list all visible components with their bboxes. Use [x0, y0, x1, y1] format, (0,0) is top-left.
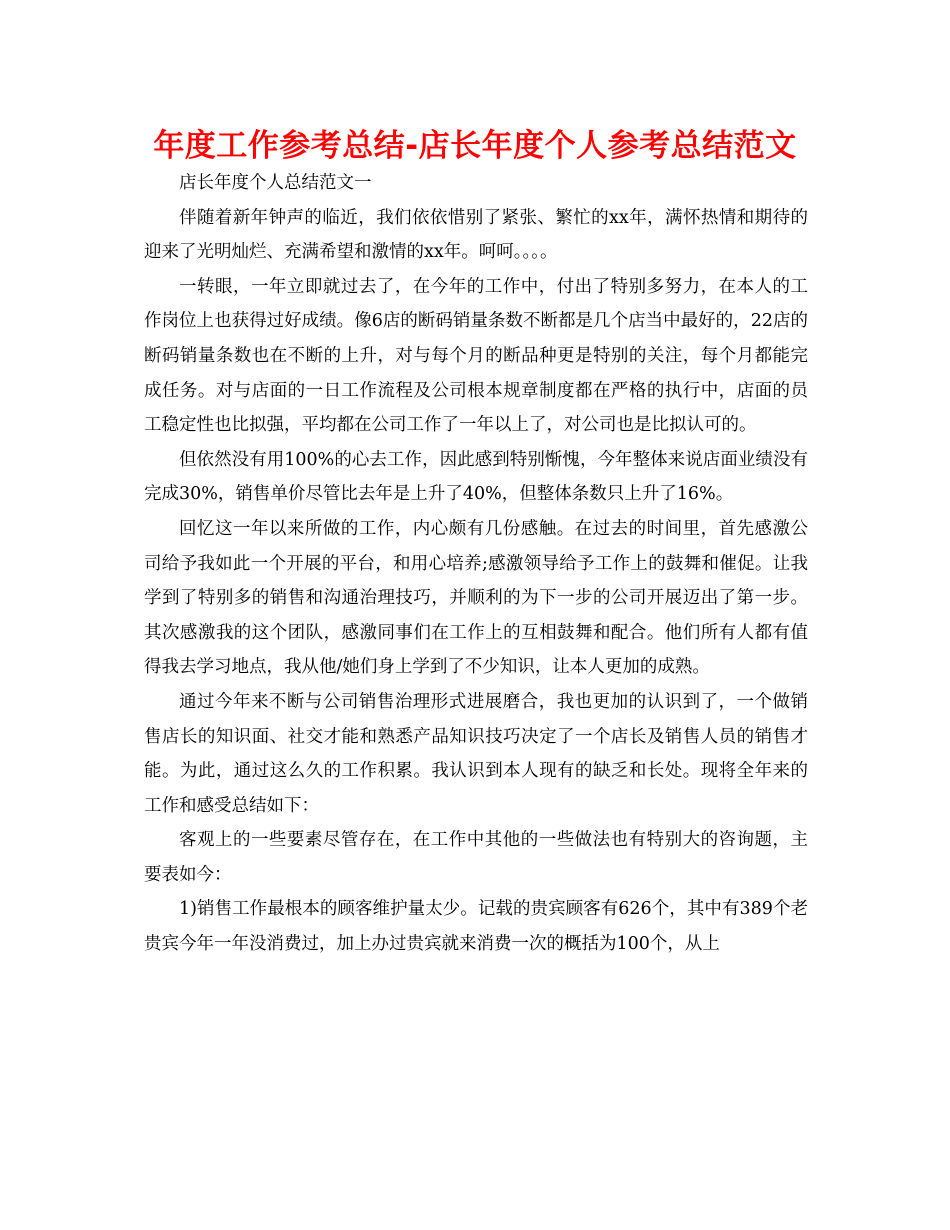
document-body	[144, 166, 808, 962]
paragraph: 但依然没有用100%的心去工作，因此感到特别惭愧，今年整体来说店面业绩没有完成30%，销售单价尽管比去年是上升了40%，但整体条数只上升了16%。	[144, 449, 808, 505]
paragraph: 客观上的一些要素尽管存在，在工作中其他的一些做法也有特别大的咨询题，主要表如今：	[144, 830, 808, 885]
document-title: 年度工作参考总结-店长年度个人参考总结范文	[153, 128, 797, 164]
paragraph: 通过今年来不断与公司销售治理形式进展磨合，我也更加的认识到了，一个做销售店长的知识面、社交才能和熟悉产品知识技巧决定了一个店长及销售人员的销售才能。为此，通过这么久的工作积累。我认识到本人现有的缺乏和长处。现将全年来的工作和感受总结如下：	[144, 691, 808, 816]
paragraph: 伴随着新年钟声的临近，我们依依惜别了紧张、繁忙的xx年，满怀热情和期待的迎来了光明灿烂、充满希望和激情的xx年。呵呵。。。。	[144, 207, 808, 263]
paragraph: 1)销售工作最根本的顾客维护量太少。记载的贵宾顾客有626个，其中有389个老贵宾今年一年没消费过，加上办过贵宾就来消费一次的概括为100个，从上	[144, 899, 808, 955]
paragraph: 店长年度个人总结范文一	[179, 173, 372, 193]
paragraph: 回忆这一年以来所做的工作，内心颇有几份感触。在过去的时间里，首先感激公司给予我如此一个开展的平台，和用心培养;感激领导给予工作上的鼓舞和催促。让我学到了特别多的销售和沟通治理技巧，并顺利的为下一步的公司开展迈出了第一步。其次感激我的这个团队，感激同事们在工作上的互相鼓舞和配合。他们所有人都有值得我去学习地点，我从他/她们身上学到了不少知识，让本人更加的成熟。	[144, 518, 808, 678]
paragraph: 一转眼，一年立即就过去了，在今年的工作中，付出了特别多努力，在本人的工作岗位上也获得过好成绩。像6店的断码销量条数不断都是几个店当中最好的，22店的断码销量条数也在不断的上升，对与每个月的断品种更是特别的关注，每个月都能完成任务。对与店面的一日工作流程及公司根本规章制度都在严格的执行中，店面的员工稳定性也比拟强，平均都在公司工作了一年以上了，对公司也是比拟认可的。	[144, 276, 808, 436]
